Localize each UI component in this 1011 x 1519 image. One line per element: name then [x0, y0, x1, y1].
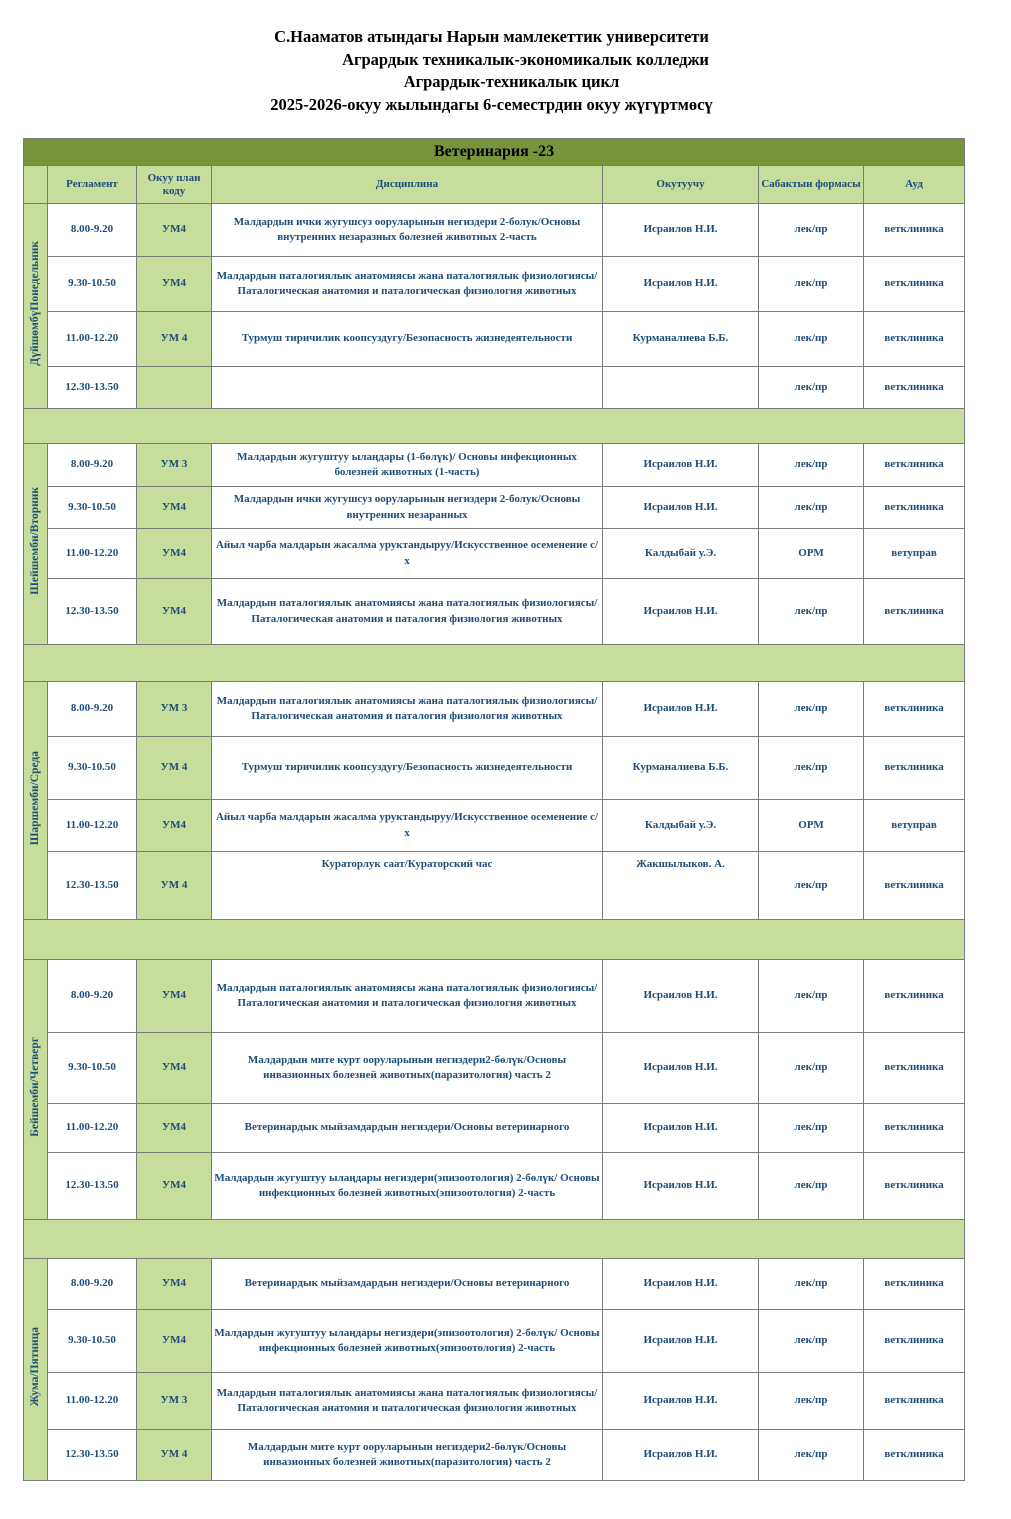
teacher-cell: Жакшылыков. А. — [603, 852, 759, 920]
time-cell: 9.30-10.50 — [48, 1310, 137, 1373]
code-cell: УМ 4 — [137, 312, 212, 367]
time-cell: 11.00-12.20 — [48, 1104, 137, 1153]
room-cell: ветклиника — [864, 1373, 965, 1430]
form-cell: лек/пр — [759, 852, 864, 920]
code-cell: УМ4 — [137, 204, 212, 257]
teacher-cell: Исраилов Н.И. — [603, 1259, 759, 1310]
time-cell: 11.00-12.20 — [48, 800, 137, 852]
code-cell: УМ 3 — [137, 444, 212, 487]
code-cell: УМ 4 — [137, 852, 212, 920]
table-row — [24, 682, 965, 737]
code-cell: УМ4 — [137, 1104, 212, 1153]
time-cell: 8.00-9.20 — [48, 444, 137, 487]
form-cell: лек/пр — [759, 960, 864, 1033]
form-cell: ОРМ — [759, 529, 864, 579]
teacher-cell: Исраилов Н.И. — [603, 257, 759, 312]
table-row — [24, 1153, 965, 1220]
room-cell: ветклиника — [864, 1430, 965, 1481]
form-cell: лек/пр — [759, 1430, 864, 1481]
room-cell: ветклиника — [864, 487, 965, 529]
day-separator — [24, 1220, 965, 1259]
teacher-cell: Исраилов Н.И. — [603, 1373, 759, 1430]
time-cell: 12.30-13.50 — [48, 367, 137, 409]
teacher-cell: Исраилов Н.И. — [603, 1310, 759, 1373]
room-cell: ветклиника — [864, 579, 965, 645]
time-cell: 12.30-13.50 — [48, 1153, 137, 1220]
time-cell: 9.30-10.50 — [48, 1033, 137, 1104]
code-cell: УМ 3 — [137, 682, 212, 737]
time-cell: 12.30-13.50 — [48, 579, 137, 645]
form-cell: лек/пр — [759, 444, 864, 487]
form-cell: лек/пр — [759, 1033, 864, 1104]
teacher-cell: Исраилов Н.И. — [603, 487, 759, 529]
room-cell: ветуправ — [864, 800, 965, 852]
room-cell: ветклиника — [864, 852, 965, 920]
form-cell: лек/пр — [759, 1310, 864, 1373]
table-row — [24, 960, 965, 1033]
discipline-cell: Малдардын жугуштуу ылаңдары (1-бөлүк)/ Основы инфекционных болезней животных (1-часть) — [212, 444, 603, 487]
discipline-cell: Ветеринардык мыйзамдардын негиздери/Основы ветеринарного — [212, 1259, 603, 1310]
day-label: ДүйшөмбүПонедельник — [24, 204, 48, 409]
time-cell: 8.00-9.20 — [48, 1259, 137, 1310]
form-cell: лек/пр — [759, 312, 864, 367]
code-cell: УМ4 — [137, 579, 212, 645]
table-row — [24, 737, 965, 800]
code-cell: УМ4 — [137, 1310, 212, 1373]
teacher-cell: Калдыбай у.Э. — [603, 529, 759, 579]
header-code: Окуу план коду — [137, 166, 212, 204]
discipline-cell: Малдардын мите курт ооруларынын негиздери2-бөлүк/Основы инвазионных болезней животных(паразитология) часть 2 — [212, 1430, 603, 1481]
form-cell: лек/пр — [759, 1104, 864, 1153]
room-cell: ветклиника — [864, 204, 965, 257]
discipline-cell: Айыл чарба малдарын жасалма уруктандыруу/Искусственное осеменение с/х — [212, 800, 603, 852]
teacher-cell: Курманалиева Б.Б. — [603, 312, 759, 367]
discipline-cell: Малдардын паталогиялык анатомиясы жана паталогиялык физиологиясы/Паталогическая анатомия и паталогия физиология животных — [212, 682, 603, 737]
header-room: Ауд — [864, 166, 965, 204]
form-cell: ОРМ — [759, 800, 864, 852]
code-cell: УМ4 — [137, 1033, 212, 1104]
day-label: Шейшемби/Вторник — [24, 444, 48, 645]
room-cell: ветклиника — [864, 1310, 965, 1373]
table-row — [24, 444, 965, 487]
table-row — [24, 1430, 965, 1481]
header-form: Сабактын формасы — [759, 166, 864, 204]
time-cell: 8.00-9.20 — [48, 960, 137, 1033]
teacher-cell: Исраилов Н.И. — [603, 1430, 759, 1481]
discipline-cell: Малдардын паталогиялык анатомиясы жана паталогиялык физиологиясы/Паталогическая анатомия и паталогическая физиология животных — [212, 960, 603, 1033]
day-separator — [24, 645, 965, 682]
table-row — [24, 529, 965, 579]
day-label: Бейшемби/Четверг — [24, 960, 48, 1220]
header-time: Регламент — [48, 166, 137, 204]
header-discipline: Дисциплина — [212, 166, 603, 204]
room-cell: ветклиника — [864, 312, 965, 367]
discipline-cell: Малдардын жугуштуу ылаңдары негиздери(эпизоотология) 2-бөлүк/ Основы инфекционных болезней животных(эпизоотология) 2-часть — [212, 1310, 603, 1373]
cycle-name: Агрардык-техникалык цикл — [403, 72, 620, 91]
form-cell: лек/пр — [759, 367, 864, 409]
discipline-cell: Малдардын ички жугушсуз ооруларынын негиздери 2-болук/Основы внутренних незаразных болезней животных 2-часть — [212, 204, 603, 257]
teacher-cell: Калдыбай у.Э. — [603, 800, 759, 852]
form-cell: лек/пр — [759, 204, 864, 257]
discipline-cell: Айыл чарба малдарын жасалма уруктандыруу/Искусственное осеменение с/х — [212, 529, 603, 579]
room-cell: ветклиника — [864, 367, 965, 409]
room-cell: ветуправ — [864, 529, 965, 579]
code-cell: УМ4 — [137, 1259, 212, 1310]
teacher-cell: Исраилов Н.И. — [603, 960, 759, 1033]
time-cell: 12.30-13.50 — [48, 852, 137, 920]
form-cell: лек/пр — [759, 737, 864, 800]
room-cell: ветклиника — [864, 1259, 965, 1310]
code-cell: УМ4 — [137, 1153, 212, 1220]
group-title: Ветеринария -23 — [24, 139, 965, 166]
time-cell: 8.00-9.20 — [48, 682, 137, 737]
teacher-cell: Исраилов Н.И. — [603, 1033, 759, 1104]
time-cell: 9.30-10.50 — [48, 737, 137, 800]
teacher-cell: Исраилов Н.И. — [603, 1104, 759, 1153]
schedule-title: 2025-2026-окуу жылындагы 6-семестрдин окуу жүгүртмөсү — [270, 94, 713, 114]
discipline-cell: Малдардын мите курт ооруларынын негиздери2-бөлүк/Основы инвазионных болезней животных(паразитология) часть 2 — [212, 1033, 603, 1104]
table-row — [24, 487, 965, 529]
day-separator — [24, 409, 965, 444]
discipline-cell: Малдардын паталогиялык анатомиясы жана паталогиялык физиологиясы/Паталогическая анатомия и паталогия физиология животных — [212, 579, 603, 645]
table-row — [24, 1033, 965, 1104]
form-cell: лек/пр — [759, 1153, 864, 1220]
day-separator — [24, 920, 965, 960]
time-cell: 11.00-12.20 — [48, 529, 137, 579]
table-row — [24, 1310, 965, 1373]
time-cell: 11.00-12.20 — [48, 1373, 137, 1430]
table-row — [24, 1104, 965, 1153]
form-cell: лек/пр — [759, 579, 864, 645]
form-cell: лек/пр — [759, 682, 864, 737]
room-cell: ветклиника — [864, 1153, 965, 1220]
code-cell: УМ 3 — [137, 1373, 212, 1430]
teacher-cell: Исраилов Н.И. — [603, 1153, 759, 1220]
code-cell: УМ4 — [137, 960, 212, 1033]
table-row — [24, 312, 965, 367]
teacher-cell: Исраилов Н.И. — [603, 444, 759, 487]
table-row — [24, 257, 965, 312]
header-teacher: Окутуучу — [603, 166, 759, 204]
teacher-cell: Исраилов Н.И. — [603, 682, 759, 737]
table-row — [24, 852, 965, 920]
discipline-cell: Ветеринардык мыйзамдардын негиздери/Основы ветеринарного — [212, 1104, 603, 1153]
time-cell: 12.30-13.50 — [48, 1430, 137, 1481]
university-name: С.Нааматов атындагы Нарын мамлекеттик университети — [274, 27, 709, 46]
discipline-cell: Малдардын жугуштуу ылаңдары негиздери(эпизоотология) 2-бөлүк/ Основы инфекционных болезней животных(эпизоотология) 2-часть — [212, 1153, 603, 1220]
discipline-cell: Турмуш тиричилик коопсуздугу/Безопасность жизнедеятельности — [212, 312, 603, 367]
form-cell: лек/пр — [759, 1259, 864, 1310]
time-cell: 11.00-12.20 — [48, 312, 137, 367]
teacher-cell — [603, 367, 759, 409]
form-cell: лек/пр — [759, 487, 864, 529]
teacher-cell: Исраилов Н.И. — [603, 579, 759, 645]
discipline-cell: Малдардын паталогиялык анатомиясы жана паталогиялык физиологиясы/Паталогическая анатомия и паталогическая физиология животных — [212, 257, 603, 312]
code-cell: УМ 4 — [137, 1430, 212, 1481]
room-cell: ветклиника — [864, 1104, 965, 1153]
time-cell: 9.30-10.50 — [48, 257, 137, 312]
form-cell: лек/пр — [759, 1373, 864, 1430]
discipline-cell — [212, 367, 603, 409]
code-cell: УМ4 — [137, 257, 212, 312]
room-cell: ветклиника — [864, 737, 965, 800]
table-row — [24, 1373, 965, 1430]
time-cell: 8.00-9.20 — [48, 204, 137, 257]
discipline-cell: Турмуш тиричилик коопсуздугу/Безопасность жизнедеятельности — [212, 737, 603, 800]
day-label: Жума/Пятница — [24, 1259, 48, 1481]
college-name: Агрардык техникалык-экономикалык колледжи — [342, 49, 709, 69]
code-cell: УМ 4 — [137, 737, 212, 800]
code-cell: УМ4 — [137, 487, 212, 529]
discipline-cell: Малдардын паталогиялык анатомиясы жана паталогиялык физиологиясы/ Паталогическая анатомия и паталогическая физиология животных — [212, 1373, 603, 1430]
room-cell: ветклиника — [864, 257, 965, 312]
table-row — [24, 800, 965, 852]
time-cell: 9.30-10.50 — [48, 487, 137, 529]
room-cell: ветклиника — [864, 682, 965, 737]
code-cell: УМ4 — [137, 529, 212, 579]
table-row — [24, 367, 965, 409]
table-row — [24, 579, 965, 645]
discipline-cell: Малдардын ички жугушсуз ооруларынын негиздери 2-болук/Основы внутренних незаранных — [212, 487, 603, 529]
day-label: Шаршемби/Среда — [24, 682, 48, 920]
code-cell — [137, 367, 212, 409]
room-cell: ветклиника — [864, 960, 965, 1033]
header-day-blank — [24, 166, 48, 204]
room-cell: ветклиника — [864, 444, 965, 487]
code-cell: УМ4 — [137, 800, 212, 852]
table-row — [24, 1259, 965, 1310]
form-cell: лек/пр — [759, 257, 864, 312]
discipline-cell: Кураторлук саат/Кураторский час — [212, 852, 603, 920]
table-row — [24, 204, 965, 257]
teacher-cell: Исраилов Н.И. — [603, 204, 759, 257]
document-header — [0, 26, 1011, 116]
teacher-cell: Курманалиева Б.Б. — [603, 737, 759, 800]
schedule-table — [23, 138, 965, 1481]
room-cell: ветклиника — [864, 1033, 965, 1104]
